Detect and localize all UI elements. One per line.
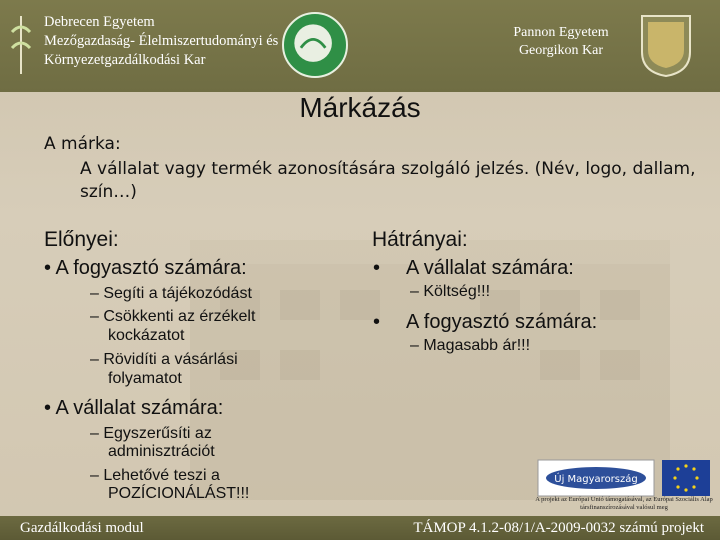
list-item: – Rövidíti a vásárlási xyxy=(90,351,238,368)
definition-text: A vállalat vagy termék azonosítására szolgáló jelzés. (Név, logo, dallam, szín…) xyxy=(80,159,696,202)
university-emblem-icon xyxy=(6,12,36,78)
footer-module-name: Gazdálkodási modul xyxy=(20,520,144,536)
georgikon-crest-icon xyxy=(638,12,694,78)
left-institution-line: Mezőgazdaság- Élelmiszertudományi és xyxy=(44,33,279,49)
advantages-heading: Előnyei: xyxy=(44,228,119,251)
footer-project-id: TÁMOP 4.1.2-08/1/A-2009-0032 számú projekt xyxy=(413,520,704,536)
footer-bar xyxy=(0,516,720,540)
bullet-icon: • xyxy=(373,257,381,279)
list-item: – Költség!!! xyxy=(410,283,491,300)
header-bar xyxy=(0,0,720,92)
list-item: – Egyszerűsíti az xyxy=(90,425,212,442)
left-institution-name xyxy=(44,13,278,70)
list-item: – Csökkenti az érzékelt xyxy=(90,308,256,325)
right-institution-line: Pannon Egyetem xyxy=(513,25,609,40)
bullet-icon: • xyxy=(373,311,381,333)
right-institution-name xyxy=(506,24,616,60)
list-item: POZÍCIONÁLÁST!!! xyxy=(108,485,250,502)
list-item: – Lehetővé teszi a xyxy=(90,467,220,484)
right-institution-line: Georgikon Kar xyxy=(518,43,604,58)
list-item: adminisztrációt xyxy=(108,443,215,460)
advantages-company-label: • A vállalat számára: xyxy=(44,397,224,419)
list-item: folyamatot xyxy=(108,370,182,387)
uj-magyarorszag-logo-text: Új Magyarország xyxy=(554,474,638,485)
funding-logos xyxy=(536,458,712,498)
definition-label: A márka: xyxy=(44,134,121,154)
list-item: kockázatot xyxy=(108,327,185,344)
faculty-seal-icon xyxy=(282,12,348,78)
list-item: – Magasabb ár!!! xyxy=(410,337,531,354)
left-institution-line: Debrecen Egyetem xyxy=(44,14,155,30)
disadvantages-heading: Hátrányai: xyxy=(372,228,468,251)
funding-caption: A projekt az Európai Unió támogatásával, az Európai Szociális Alap társfinanszírozásával valósul meg xyxy=(535,496,713,511)
disadvantages-company-label: A vállalat számára: xyxy=(406,257,574,279)
advantages-consumer-label: • A fogyasztó számára: xyxy=(44,257,247,279)
disadvantages-consumer-label: A fogyasztó számára: xyxy=(406,311,598,333)
slide-title: Márkázás xyxy=(299,92,421,123)
list-item: – Segíti a tájékozódást xyxy=(90,285,252,302)
left-institution-line: Környezetgazdálkodási Kar xyxy=(44,52,206,68)
